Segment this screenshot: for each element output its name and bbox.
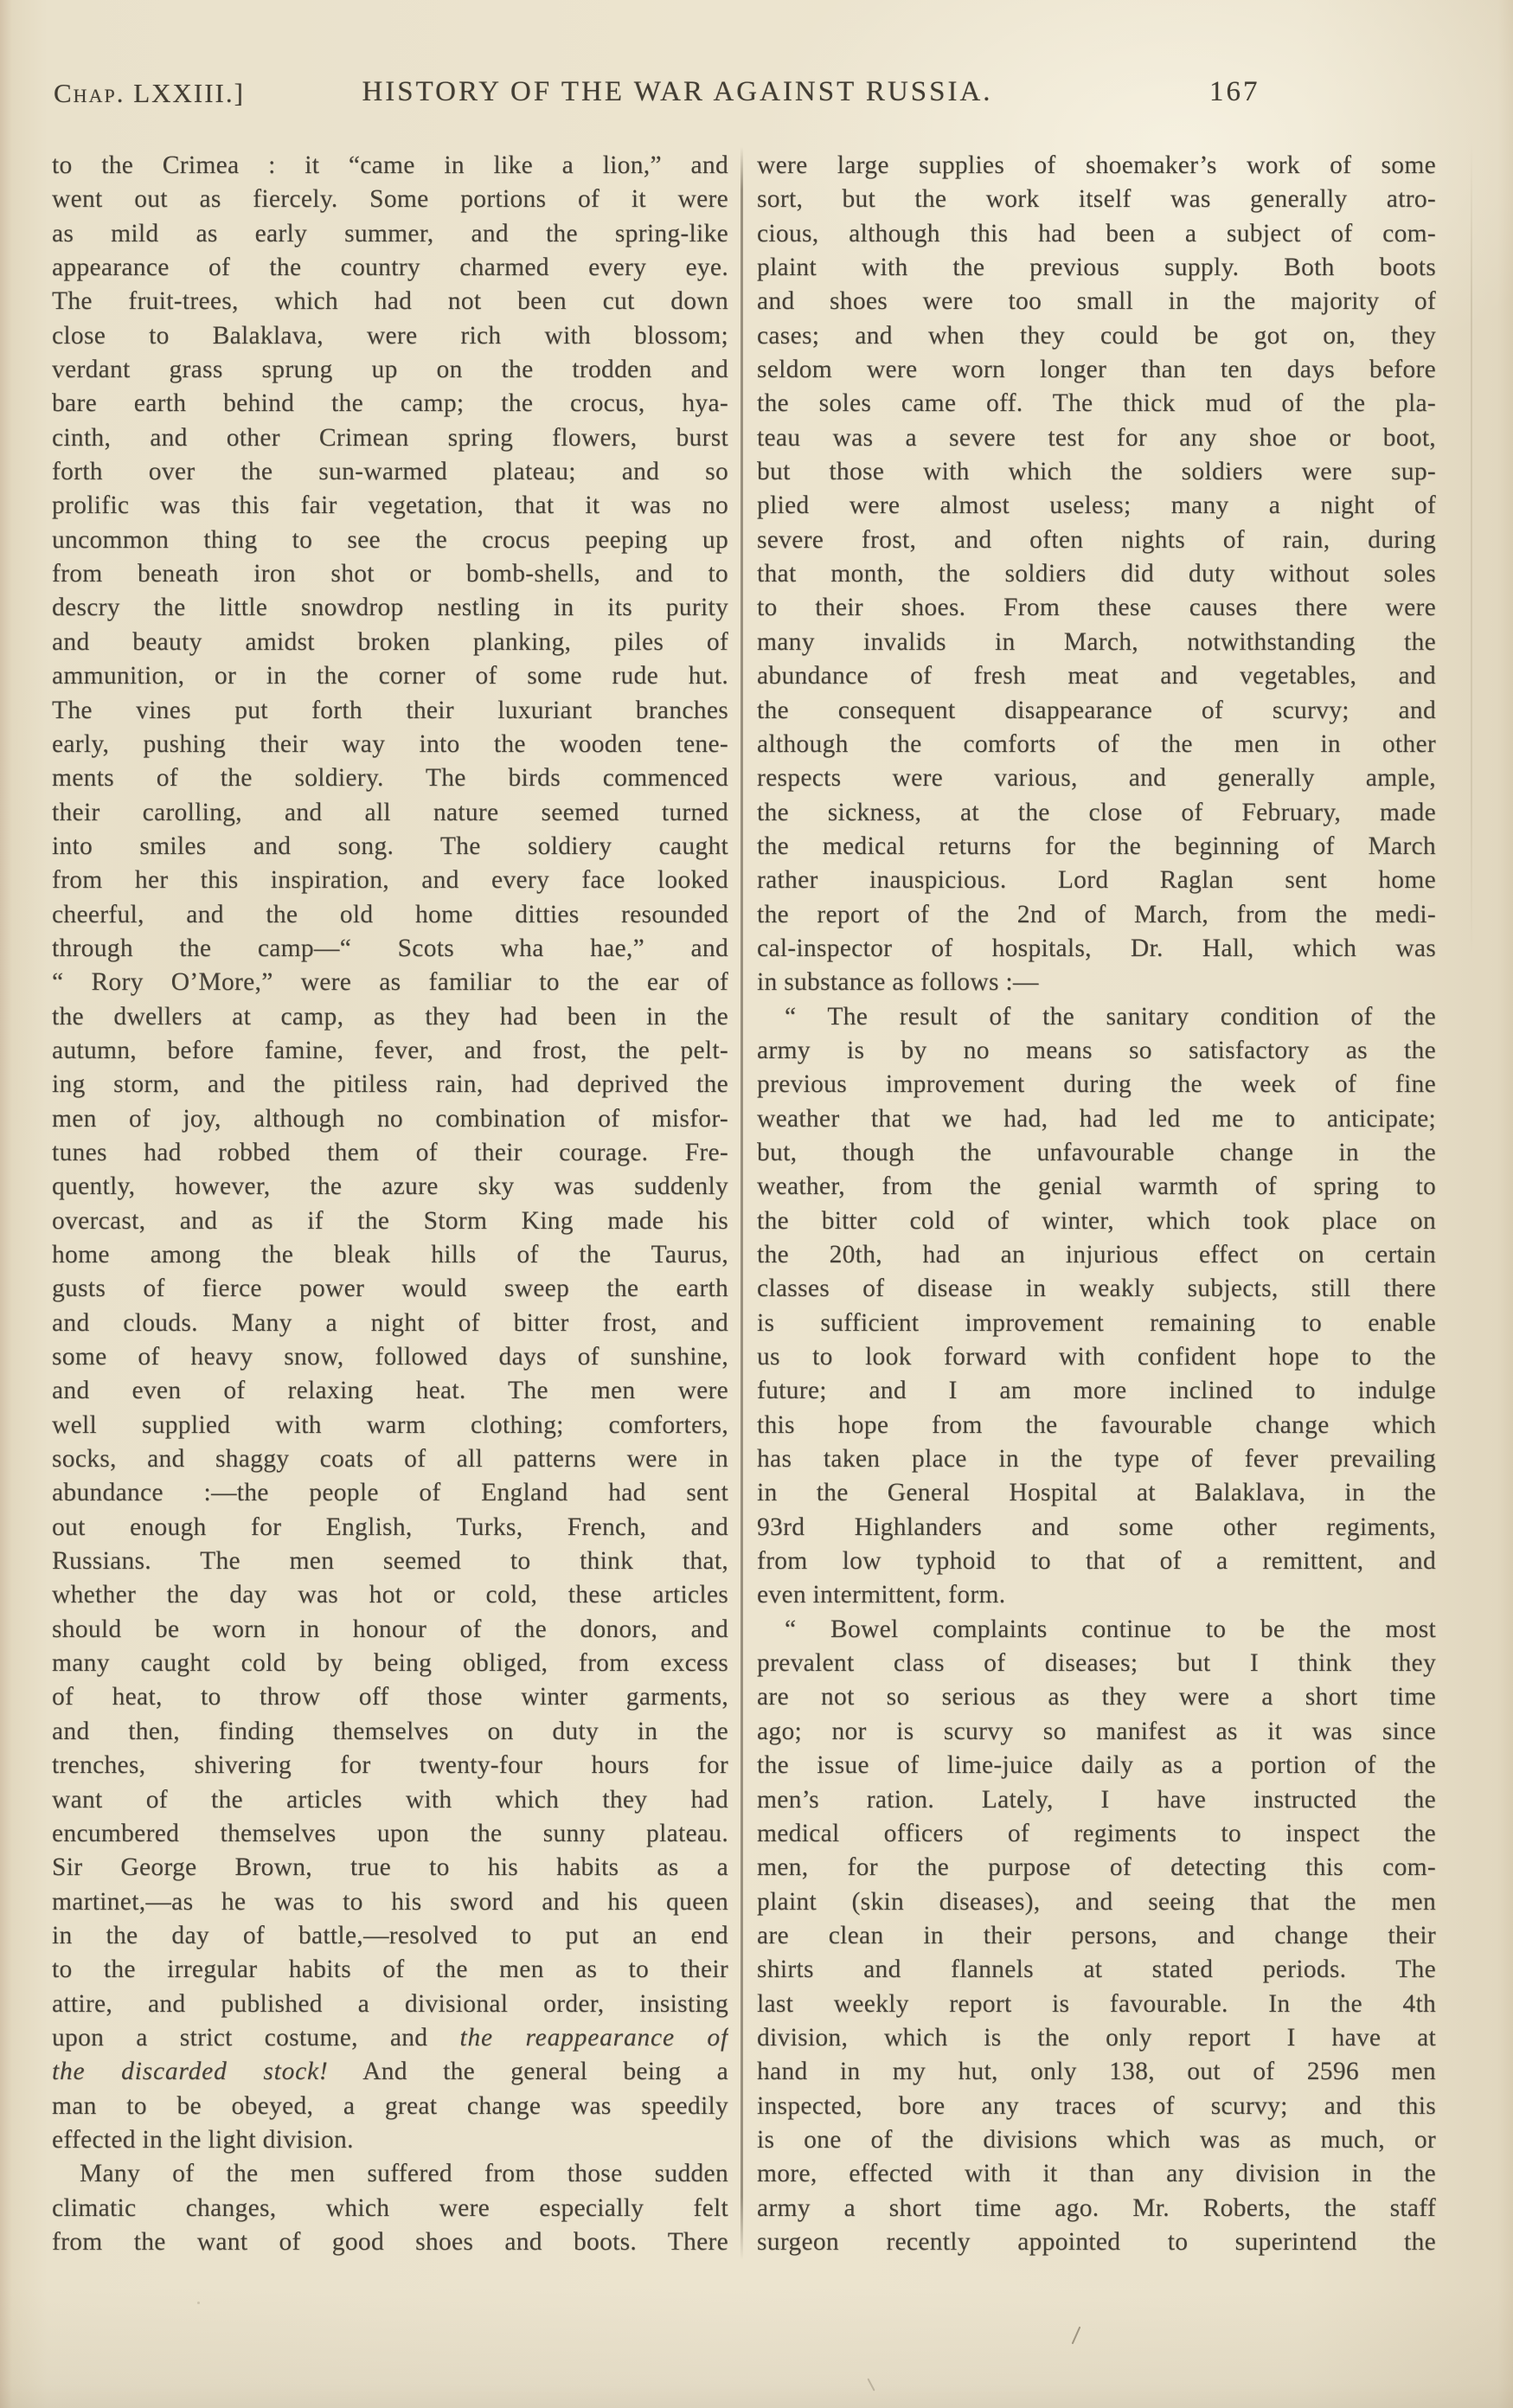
text-line: ments of the soldiery. The birds commenced xyxy=(52,764,728,793)
text-line: some of heavy snow, followed days of sunshine, xyxy=(52,1343,728,1371)
scan-speck xyxy=(1072,2327,1081,2345)
text-line: should be worn in honour of the donors, and xyxy=(52,1615,728,1643)
text-line: and beauty amidst broken planking, piles of xyxy=(52,627,728,656)
text-line: close to Balaklava, were rich with blossom; xyxy=(52,321,728,350)
text-line: martinet,—as he was to his sword and his queen xyxy=(52,1887,728,1916)
text-line: encumbered themselves upon the sunny plateau. xyxy=(52,1819,728,1847)
text-line: autumn, before famine, fever, and frost, the pelt- xyxy=(52,1036,728,1064)
text-line: and clouds. Many a night of bitter frost, and xyxy=(52,1308,728,1337)
text-line: the soles came off. The thick mud of the pla- xyxy=(757,389,1436,418)
text-line: ammunition, or in the corner of some rude hut. xyxy=(52,662,728,690)
text-line: tunes had robbed them of their courage. Fre- xyxy=(52,1138,728,1166)
text-line: shirts and flannels at stated periods. The xyxy=(757,1955,1436,1984)
text-line: more, effected with it than any division in the xyxy=(757,2160,1436,2188)
text-line: inspected, bore any traces of scurvy; and this xyxy=(757,2091,1436,2120)
text-line: are clean in their persons, and change their xyxy=(757,1921,1436,1949)
text-line: home among the bleak hills of the Taurus, xyxy=(52,1241,728,1268)
text-line: but those with which the soldiers were sup- xyxy=(757,458,1436,486)
text-line: Russians. The men seemed to think that, xyxy=(52,1547,728,1576)
text-line: cheerful, and the old home ditties resounded xyxy=(52,900,728,928)
text-line: socks, and shaggy coats of all patterns were in xyxy=(52,1445,728,1474)
text-line: prolific was this fair vegetation, that it was no xyxy=(52,491,728,520)
text-line: man to be obeyed, a great change was speedily xyxy=(52,2091,728,2120)
text-line: severe frost, and often nights of rain, during xyxy=(757,525,1436,554)
text-line: the issue of lime-juice daily as a portion of the xyxy=(757,1751,1436,1780)
right-text-column xyxy=(757,149,1436,2259)
page-header xyxy=(0,74,1513,119)
text-line: and then, finding themselves on duty in the xyxy=(52,1717,728,1745)
text-line: from the want of good shoes and boots. There xyxy=(52,2227,728,2256)
text-line: men, for the purpose of detecting this com- xyxy=(757,1853,1436,1882)
text-line: The vines put forth their luxuriant branches xyxy=(52,696,728,724)
text-line: this hope from the favourable change which xyxy=(757,1410,1436,1439)
text-line: gusts of fierce power would sweep the earth xyxy=(52,1275,728,1303)
text-line: the medical returns for the beginning of March xyxy=(757,832,1436,860)
text-line: last weekly report is favourable. In the 4th xyxy=(757,1989,1436,2018)
text-line: the report of the 2nd of March, from the medi- xyxy=(757,900,1436,928)
text-line: many invalids in March, notwithstanding the xyxy=(757,627,1436,656)
text-line: teau was a severe test for any shoe or boot, xyxy=(757,423,1436,452)
text-line: and shoes were too small in the majority of xyxy=(757,287,1436,316)
paragraph xyxy=(52,149,728,2157)
text-line: 93rd Highlanders and some other regiments, xyxy=(757,1512,1436,1541)
text-line: overcast, and as if the Storm King made his xyxy=(52,1206,728,1235)
page-title: HISTORY OF THE WAR AGAINST RUSSIA. xyxy=(362,76,993,107)
scan-speck xyxy=(867,2378,875,2391)
text-line: the dwellers at camp, as they had been in the xyxy=(52,1002,728,1031)
text-line: although the comforts of the men in other xyxy=(757,729,1436,758)
text-line: whether the day was hot or cold, these articles xyxy=(52,1581,728,1609)
text-line: attire, and published a divisional order, insisting xyxy=(52,1989,728,2018)
text-line: cal-inspector of hospitals, Dr. Hall, which was xyxy=(757,934,1436,962)
text-line: in the General Hospital at Balaklava, in the xyxy=(757,1479,1436,1507)
text-line: previous improvement during the week of fine xyxy=(757,1070,1436,1099)
text-line: is sufficient improvement remaining to enable xyxy=(757,1308,1436,1337)
text-line: rather inauspicious. Lord Raglan sent home xyxy=(757,866,1436,895)
paragraph xyxy=(757,1613,1436,2260)
text-line: went out as fiercely. Some portions of it were xyxy=(52,185,728,214)
text-line: classes of disease in weakly subjects, still there xyxy=(757,1275,1436,1303)
text-line: from beneath iron shot or bomb-shells, and to xyxy=(52,560,728,588)
text-line: their carolling, and all nature seemed turned xyxy=(52,798,728,826)
text-line: men’s ration. Lately, I have instructed the xyxy=(757,1785,1436,1814)
text-line: weather that we had, had led me to anticipate; xyxy=(757,1104,1436,1133)
text-line: cinth, and other Crimean spring flowers, burst xyxy=(52,423,728,452)
paragraph xyxy=(757,1000,1436,1613)
text-line: weather, from the genial warmth of spring to xyxy=(757,1172,1436,1201)
text-line: is one of the divisions which was as much, or xyxy=(757,2125,1436,2154)
text-line: effected in the light division. xyxy=(52,2125,354,2154)
text-line: appearance of the country charmed every eye. xyxy=(52,254,728,282)
text-line: forth over the sun-warmed plateau; and so xyxy=(52,458,728,486)
paragraph xyxy=(52,2157,728,2259)
text-line: army a short time ago. Mr. Roberts, the staff xyxy=(757,2193,1436,2222)
text-line: cious, although this had been a subject of com- xyxy=(757,219,1436,247)
text-line: to the irregular habits of the men as to their xyxy=(52,1955,728,1984)
text-line: through the camp—“ Scots wha hae,” and xyxy=(52,934,728,962)
text-line: uncommon thing to see the crocus peeping up xyxy=(52,525,728,554)
text-line: “ The result of the sanitary condition of the xyxy=(785,1002,1436,1031)
text-line: as mild as early summer, and the spring-like xyxy=(52,219,728,247)
text-line: respects were various, and generally ample, xyxy=(757,764,1436,793)
text-line: hand in my hut, only 138, out of 2596 men xyxy=(757,2058,1436,2086)
text-line: ing storm, and the pitiless rain, had deprived the xyxy=(52,1070,728,1099)
paragraph xyxy=(757,149,1436,1000)
text-line: the 20th, had an injurious effect on certain xyxy=(757,1241,1436,1268)
text-line: “ Bowel complaints continue to be the most xyxy=(785,1615,1436,1643)
text-line: medical officers of regiments to inspect the xyxy=(757,1819,1436,1847)
text-line: and even of relaxing heat. The men were xyxy=(52,1377,728,1405)
text-line: are not so serious as they were a short time xyxy=(757,1683,1436,1711)
text-line: but, though the unfavourable change in the xyxy=(757,1138,1436,1166)
text-line: sort, but the work itself was generally atro- xyxy=(757,185,1436,214)
text-line: Sir George Brown, true to his habits as a xyxy=(52,1853,728,1882)
text-line: us to look forward with confident hope to the xyxy=(757,1343,1436,1371)
text-line: into smiles and song. The soldiery caught xyxy=(52,832,728,860)
text-line: from low typhoid to that of a remittent, and xyxy=(757,1547,1436,1576)
text-line: climatic changes, which were especially felt xyxy=(52,2193,728,2222)
text-line: in the day of battle,—resolved to put an end xyxy=(52,1921,728,1949)
text-line: out enough for English, Turks, French, and xyxy=(52,1512,728,1541)
text-line: surgeon recently appointed to superintend the xyxy=(757,2227,1436,2256)
text-line: early, pushing their way into the wooden tene- xyxy=(52,729,728,758)
text-line: trenches, shivering for twenty-four hours for xyxy=(52,1751,728,1780)
scan-speck xyxy=(197,2302,200,2304)
column-divider-rule xyxy=(740,147,743,2260)
text-line: “ Rory O’More,” were as familiar to the ear of xyxy=(52,968,728,997)
text-line: bare earth behind the camp; the crocus, hya- xyxy=(52,389,728,418)
text-line: want of the articles with which they had xyxy=(52,1785,728,1814)
text-line: abundance of fresh meat and vegetables, and xyxy=(757,662,1436,690)
text-line: of heat, to throw off those winter garments, xyxy=(52,1683,728,1711)
text-line: has taken place in the type of fever prevailing xyxy=(757,1445,1436,1474)
paper-fold-line xyxy=(1471,138,1472,960)
text-line: seldom were worn longer than ten days before xyxy=(757,356,1436,384)
text-line: the sickness, at the close of February, made xyxy=(757,798,1436,826)
text-line: future; and I am more inclined to indulge xyxy=(757,1377,1436,1405)
text-line: abundance :—the people of England had sent xyxy=(52,1479,728,1507)
text-line: prevalent class of diseases; but I think they xyxy=(757,1649,1436,1678)
text-line: ago; nor is scurvy so manifest as it was since xyxy=(757,1717,1436,1745)
text-line: the consequent disappearance of scurvy; and xyxy=(757,696,1436,724)
text-line: to their shoes. From these causes there were xyxy=(757,594,1436,622)
chapter-label: Chap. LXXIII.] xyxy=(54,78,245,108)
text-line: even intermittent, form. xyxy=(757,1581,1006,1609)
text-line: upon a strict costume, and the reappearance of xyxy=(52,2023,728,2052)
text-line: well supplied with warm clothing; comforters, xyxy=(52,1410,728,1439)
text-line: were large supplies of shoemaker’s work of some xyxy=(757,151,1436,179)
text-line: verdant grass sprung up on the trodden and xyxy=(52,356,728,384)
text-line: Many of the men suffered from those sudden xyxy=(80,2160,728,2188)
text-line: descry the little snowdrop nestling in its purity xyxy=(52,594,728,622)
text-line: plaint with the previous supply. Both boots xyxy=(757,254,1436,282)
text-line: to the Crimea : it “came in like a lion,” and xyxy=(52,151,728,179)
text-line: cases; and when they could be got on, they xyxy=(757,321,1436,350)
text-line: in substance as follows :— xyxy=(757,968,1039,997)
left-text-column xyxy=(52,149,728,2259)
text-line: plied were almost useless; many a night of xyxy=(757,491,1436,520)
text-line: division, which is the only report I have at xyxy=(757,2023,1436,2052)
text-line: many caught cold by being obliged, from excess xyxy=(52,1649,728,1678)
text-line: the discarded stock! And the general being a xyxy=(52,2058,728,2086)
text-line: from her this inspiration, and every face looked xyxy=(52,866,728,895)
text-line: the bitter cold of winter, which took place on xyxy=(757,1206,1436,1235)
text-line: quently, however, the azure sky was suddenly xyxy=(52,1172,728,1201)
text-line: plaint (skin diseases), and seeing that the men xyxy=(757,1887,1436,1916)
text-line: men of joy, although no combination of misfor- xyxy=(52,1104,728,1133)
text-line: army is by no means so satisfactory as the xyxy=(757,1036,1436,1064)
page-number: 167 xyxy=(1209,76,1260,107)
text-line: that month, the soldiers did duty without soles xyxy=(757,560,1436,588)
text-line: The fruit-trees, which had not been cut down xyxy=(52,287,728,316)
